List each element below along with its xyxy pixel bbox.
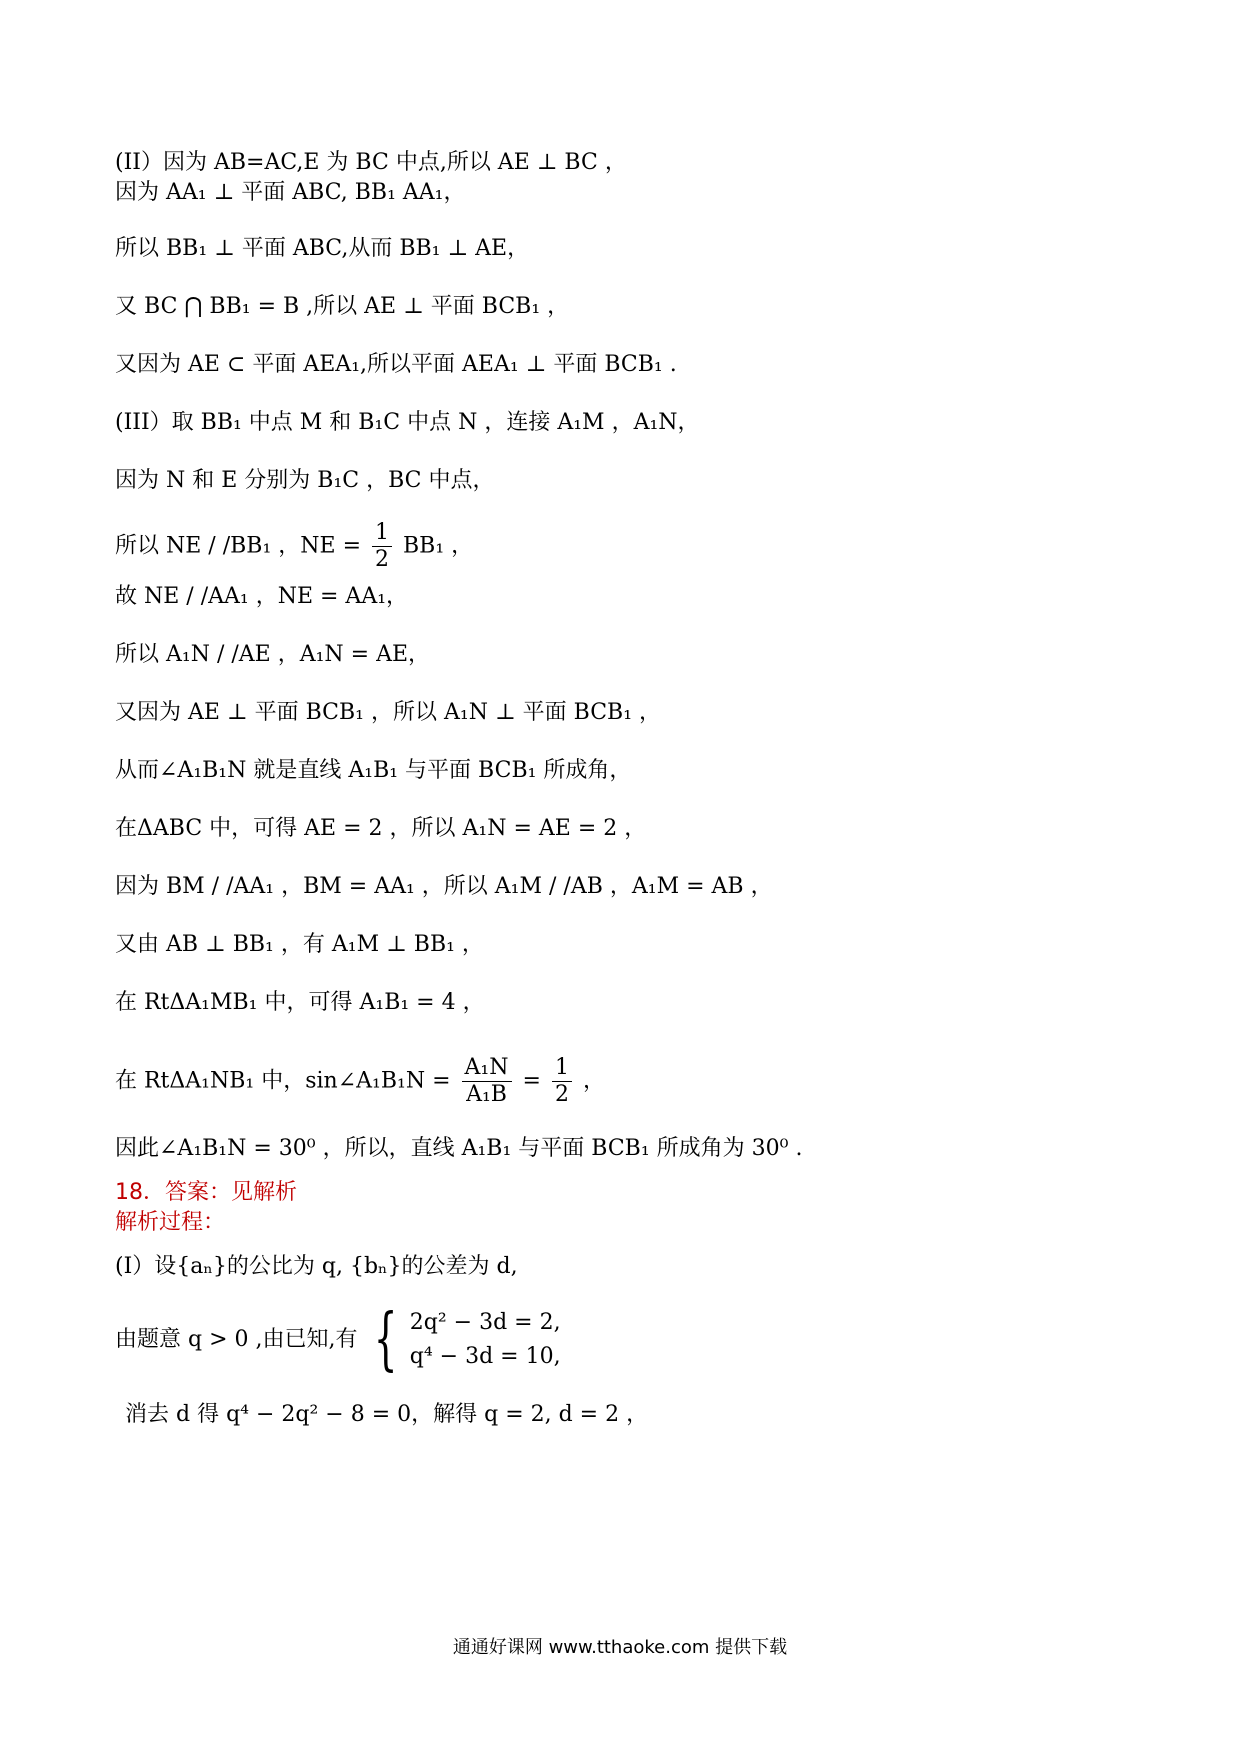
system-equations	[410, 1306, 561, 1374]
ne-half-line	[115, 520, 473, 573]
fraction-a1n-over-a1b	[462, 1055, 512, 1108]
fraction-one-half	[372, 520, 392, 573]
text-line: (III）取 BB₁ 中点 M 和 B₁C 中点 N ，连接 A₁M ，A₁N，	[115, 410, 700, 435]
text-line: (II）因为 AB=AC,E 为 BC 中点,所以 AE ⊥ BC ，	[115, 150, 627, 175]
sin-line	[115, 1055, 605, 1108]
text-line: 又由 AB ⊥ BB₁ ，有 A₁M ⊥ BB₁ ，	[115, 932, 484, 957]
fraction-denominator: A₁B	[466, 1082, 507, 1107]
text-line: 因为 AA₁ ⊥ 平面 ABC, BB₁ AA₁，	[115, 180, 466, 205]
text-suffix: BB₁ ，	[403, 533, 474, 559]
text-line: 又 BC ⋂ BB₁ = B ,所以 AE ⊥ 平面 BCB₁ ，	[115, 294, 570, 319]
text-line: (I）设{aₙ}的公比为 q, {bₙ}的公差为 d,	[115, 1254, 518, 1279]
system-line	[115, 1300, 561, 1379]
process-label: 解析过程：	[115, 1210, 226, 1235]
fraction-numerator: 1	[552, 1055, 572, 1082]
fraction-denominator: 2	[554, 1082, 569, 1107]
equals-sign: =	[522, 1068, 541, 1094]
system-equation: 2q² − 3d = 2,	[409, 1310, 561, 1335]
left-brace-icon: {	[374, 1300, 399, 1379]
text-line: 又因为 AE ⊥ 平面 BCB₁ ，所以 A₁N ⊥ 平面 BCB₁ ，	[115, 700, 662, 725]
answer-heading: 18．答案：见解析	[115, 1180, 297, 1205]
text-line: 在ΔABC 中，可得 AE = 2 ，所以 A₁N = AE = 2 ，	[115, 816, 647, 841]
text-line: 从而∠A₁B₁N 就是直线 A₁B₁ 与平面 BCB₁ 所成角，	[115, 758, 632, 783]
system-equation: q⁴ − 3d = 10,	[409, 1344, 561, 1369]
fraction-one-half	[552, 1055, 572, 1108]
fraction-denominator: 2	[375, 547, 389, 572]
fraction-numerator: 1	[372, 520, 392, 547]
text-line: 又因为 AE ⊂ 平面 AEA₁,所以平面 AEA₁ ⊥ 平面 BCB₁ .	[115, 352, 677, 377]
text-line: 在 RtΔA₁NB₁ 中，sin∠A₁B₁N =	[115, 1068, 451, 1094]
fraction-numerator: A₁N	[462, 1055, 512, 1082]
text-line: 因此∠A₁B₁N = 30⁰ ，所以，直线 A₁B₁ 与平面 BCB₁ 所成角为 30⁰ .	[115, 1136, 803, 1161]
text-line: 由题意 q > 0 ,由已知,有	[115, 1327, 358, 1352]
text-line: 所以 NE / /BB₁ ，NE =	[115, 533, 361, 559]
text-line: 因为 N 和 E 分别为 B₁C ，BC 中点，	[115, 468, 495, 493]
text-suffix: ，	[582, 1068, 605, 1094]
text-line: 消去 d 得 q⁴ − 2q² − 8 = 0，解得 q = 2, d = 2 ，	[125, 1402, 649, 1427]
text-line: 因为 BM / /AA₁ ，BM = AA₁ ，所以 A₁M / /AB ，A₁M = AB ，	[115, 874, 773, 899]
text-line: 在 RtΔA₁MB₁ 中，可得 A₁B₁ = 4 ，	[115, 990, 485, 1015]
equation-system	[364, 1300, 561, 1379]
text-line: 所以 A₁N / /AE ，A₁N = AE，	[115, 642, 431, 667]
text-line: 所以 BB₁ ⊥ 平面 ABC,从而 BB₁ ⊥ AE，	[115, 236, 530, 261]
footer-source: 通通好课网 www.tthaoke.com 提供下载	[452, 1637, 788, 1658]
text-line: 故 NE / /AA₁ ，NE = AA₁，	[115, 584, 409, 609]
